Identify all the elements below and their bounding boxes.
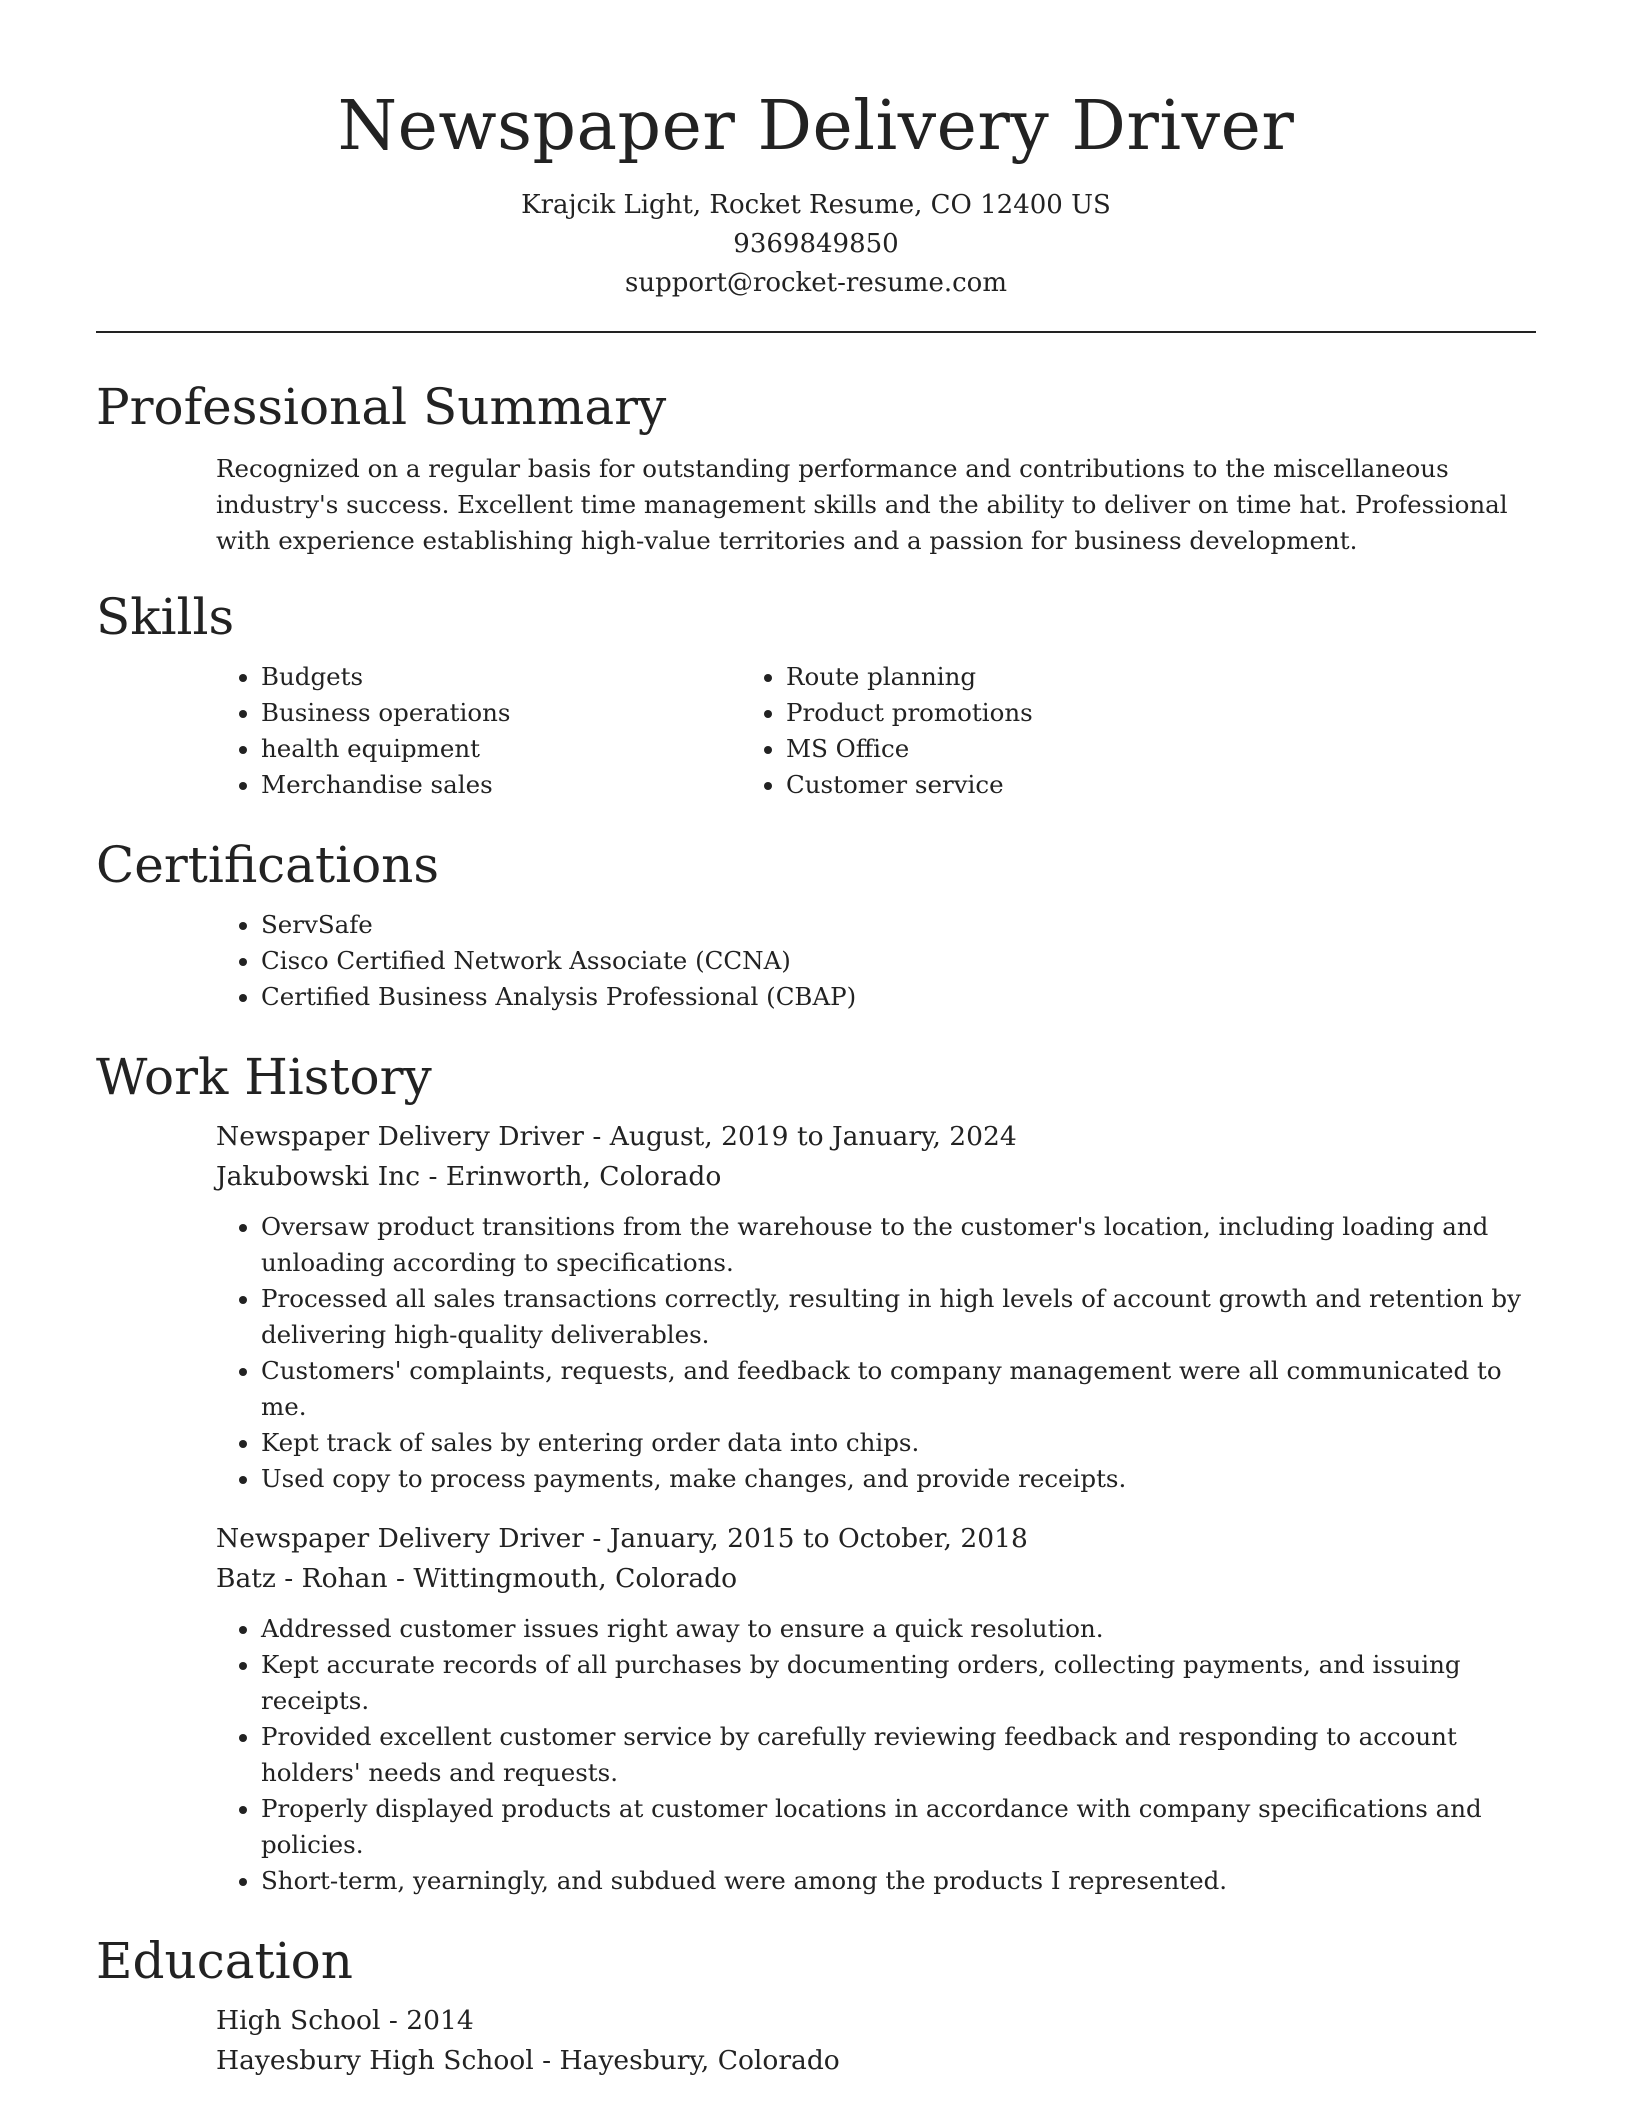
- job-bullet: • Oversaw product transitions from the warehouse to the customer's location, including loading and unloading according to specifications.: [261, 1209, 1536, 1281]
- contact-phone: 9369849850: [733, 229, 899, 259]
- job-role-line: Newspaper Delivery Driver - August, 2019 to January, 2024: [216, 1121, 1017, 1152]
- skill-item: • MS Office: [786, 731, 1033, 767]
- job-bullet: • Kept track of sales by entering order data into chips.: [261, 1425, 1536, 1461]
- job-bullet: • Customers' complaints, requests, and feedback to company management were all communicated to me.: [261, 1353, 1536, 1425]
- skills-grid: [96, 659, 1536, 803]
- job-role-line: Newspaper Delivery Driver - January, 2015 to October, 2018: [216, 1523, 1028, 1554]
- resume-header: [96, 0, 1536, 303]
- job-bullet: • Processed all sales transactions correctly, resulting in high levels of account growth and retention by delivering high-quality deliverables.: [261, 1281, 1536, 1353]
- contact-block: [96, 186, 1536, 303]
- certification-item: • ServSafe: [261, 907, 1536, 943]
- candidate-title: Newspaper Delivery Driver: [337, 87, 1295, 166]
- skills-section: [96, 585, 1536, 803]
- education-section: [96, 1929, 1536, 2081]
- header-divider: [96, 331, 1536, 333]
- job-bullet: • Properly displayed products at customer locations in accordance with company specifications and policies.: [261, 1791, 1536, 1863]
- job-bullet: • Kept accurate records of all purchases by documenting orders, collecting payments, and issuing receipts.: [261, 1647, 1536, 1719]
- contact-email: support@rocket-resume.com: [624, 268, 1007, 298]
- skill-item: • Route planning: [786, 659, 1033, 695]
- skills-list-left: [96, 659, 746, 803]
- job-entry: [96, 1519, 1536, 1899]
- summary-text: Recognized on a regular basis for outstanding performance and contributions to the miscellaneous industry's success. Excellent time management skills and the ability to deliver on time hat. Professional with experience establishing high-value territories and a passion for business development.: [216, 454, 1508, 555]
- certifications-section: [96, 833, 1536, 1015]
- skill-item: • Product promotions: [786, 695, 1033, 731]
- job-bullets: [96, 1611, 1536, 1899]
- summary-section: [96, 375, 1536, 559]
- job-company-line: Batz - Rohan - Wittingmouth, Colorado: [216, 1563, 738, 1594]
- skill-item: • health equipment: [261, 731, 746, 767]
- education-heading: Education: [96, 1932, 353, 1990]
- summary-heading: Professional Summary: [96, 378, 667, 436]
- certification-item: • Cisco Certified Network Associate (CCNA): [261, 943, 1536, 979]
- job-bullets: [96, 1209, 1536, 1497]
- skills-list-right: [746, 659, 1033, 803]
- education-degree-line: High School - 2014: [216, 2005, 474, 2036]
- certifications-heading: Certifications: [96, 836, 440, 894]
- skills-heading: Skills: [96, 588, 235, 646]
- job-bullet: • Used copy to process payments, make changes, and provide receipts.: [261, 1461, 1536, 1497]
- skill-item: • Budgets: [261, 659, 746, 695]
- skill-item: • Customer service: [786, 767, 1033, 803]
- skill-item: • Business operations: [261, 695, 746, 731]
- work-history-heading: Work History: [96, 1048, 432, 1106]
- job-bullet: • Provided excellent customer service by carefully reviewing feedback and responding to account holders' needs and requests.: [261, 1719, 1536, 1791]
- certification-item: • Certified Business Analysis Professional (CBAP): [261, 979, 1536, 1015]
- contact-address: Krajcik Light, Rocket Resume, CO 12400 US: [521, 190, 1111, 220]
- skill-item: • Merchandise sales: [261, 767, 746, 803]
- work-history-section: [96, 1045, 1536, 1899]
- job-company-line: Jakubowski Inc - Erinworth, Colorado: [216, 1161, 722, 1192]
- education-school-line: Hayesbury High School - Hayesbury, Colorado: [216, 2045, 840, 2076]
- certifications-list: [96, 907, 1536, 1015]
- job-entry: [96, 1117, 1536, 1497]
- job-bullet: • Short-term, yearningly, and subdued were among the products I represented.: [261, 1863, 1536, 1899]
- job-bullet: • Addressed customer issues right away to ensure a quick resolution.: [261, 1611, 1536, 1647]
